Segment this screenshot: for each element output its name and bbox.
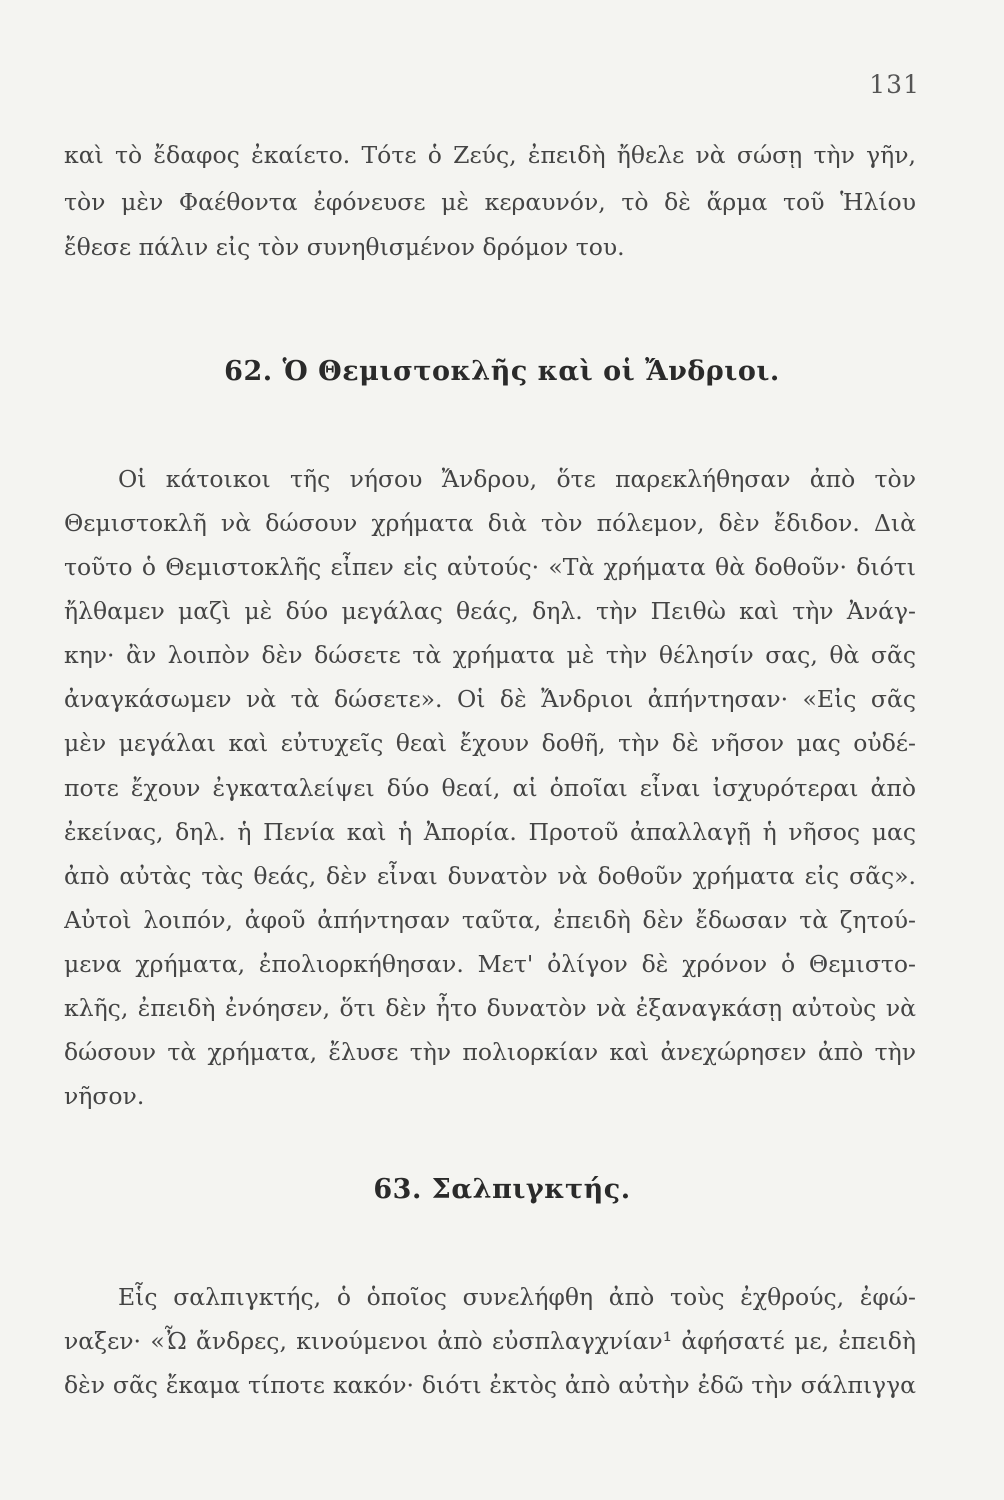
- text-line: μενα χρήματα, ἐπολιορκήθησαν. Μετ' ὀλίγον δὲ χρόνον ὁ Θεμιστο-: [64, 950, 916, 978]
- text-line: κην· ἂν λοιπὸν δὲν δώσετε τὰ χρήματα μὲ τὴν θέλησίν σας, θὰ σᾶς: [64, 641, 916, 669]
- section-heading-62: 62. Ὁ Θεμιστοκλῆς καὶ οἱ Ἄνδριοι.: [224, 356, 780, 387]
- text-line: τοῦτο ὁ Θεμιστοκλῆς εἶπεν εἰς αὐτούς· «Τὰ χρήματα θὰ δοθοῦν· διότι: [64, 553, 916, 581]
- text-line: καὶ τὸ ἔδαφος ἐκαίετο. Τότε ὁ Ζεύς, ἐπειδὴ ἤθελε νὰ σώσῃ τὴν γῆν,: [64, 141, 916, 169]
- text-line: δὲν σᾶς ἔκαμα τίποτε κακόν· διότι ἐκτὸς ἀπὸ αὐτὴν ἐδῶ τὴν σάλπιγγα: [64, 1371, 916, 1399]
- text-line: ἤλθαμεν μαζὶ μὲ δύο μεγάλας θεάς, δηλ. τὴν Πειθὼ καὶ τὴν Ἀνάγ-: [64, 597, 916, 625]
- text-line: Οἱ κάτοικοι τῆς νήσου Ἄνδρου, ὅτε παρεκλήθησαν ἀπὸ τὸν: [118, 465, 916, 493]
- text-line: ἀναγκάσωμεν νὰ τὰ δώσετε». Οἱ δὲ Ἄνδριοι ἀπήντησαν· «Εἰς σᾶς: [64, 685, 916, 713]
- text-line: ναξεν· «Ὦ ἄνδρες, κινούμενοι ἀπὸ εὐσπλαγχνίαν¹ ἀφήσατέ με, ἐπειδὴ: [64, 1327, 916, 1355]
- text-line: δώσουν τὰ χρήματα, ἔλυσε τὴν πολιορκίαν καὶ ἀνεχώρησεν ἀπὸ τὴν: [64, 1038, 916, 1066]
- page-number: 131: [869, 70, 920, 99]
- text-line: τὸν μὲν Φαέθοντα ἐφόνευσε μὲ κεραυνόν, τὸ δὲ ἅρμα τοῦ Ἡλίου: [64, 188, 916, 216]
- text-line: Θεμιστοκλῆ νὰ δώσουν χρήματα διὰ τὸν πόλεμον, δὲν ἔδιδον. Διὰ: [64, 509, 916, 537]
- text-line: ἔθεσε πάλιν εἰς τὸν συνηθισμένον δρόμον του.: [64, 233, 625, 261]
- text-line: Αὐτοὶ λοιπόν, ἀφοῦ ἀπήντησαν ταῦτα, ἐπειδὴ δὲν ἔδωσαν τὰ ζητού-: [64, 906, 916, 934]
- text-line: νῆσον.: [64, 1082, 145, 1110]
- text-line: Εἷς σαλπιγκτής, ὁ ὁποῖος συνελήφθη ἀπὸ τοὺς ἐχθρούς, ἐφώ-: [118, 1283, 916, 1311]
- text-line: ἐκείνας, δηλ. ἡ Πενία καὶ ἡ Ἀπορία. Προτοῦ ἀπαλλαγῇ ἡ νῆσος μας: [64, 818, 916, 846]
- text-line: κλῆς, ἐπειδὴ ἐνόησεν, ὅτι δὲν ἦτο δυνατὸν νὰ ἐξαναγκάσῃ αὐτοὺς νὰ: [64, 994, 916, 1022]
- section-heading-63: 63. Σαλπιγκτής.: [373, 1174, 631, 1205]
- text-line: μὲν μεγάλαι καὶ εὐτυχεῖς θεαὶ ἔχουν δοθῆ, τὴν δὲ νῆσον μας οὐδέ-: [64, 729, 916, 757]
- text-line: ἀπὸ αὐτὰς τὰς θεάς, δὲν εἶναι δυνατὸν νὰ δοθοῦν χρήματα εἰς σᾶς».: [64, 862, 916, 890]
- text-line: ποτε ἔχουν ἐγκαταλείψει δύο θεαί, αἱ ὁποῖαι εἶναι ἰσχυρότεραι ἀπὸ: [64, 774, 916, 802]
